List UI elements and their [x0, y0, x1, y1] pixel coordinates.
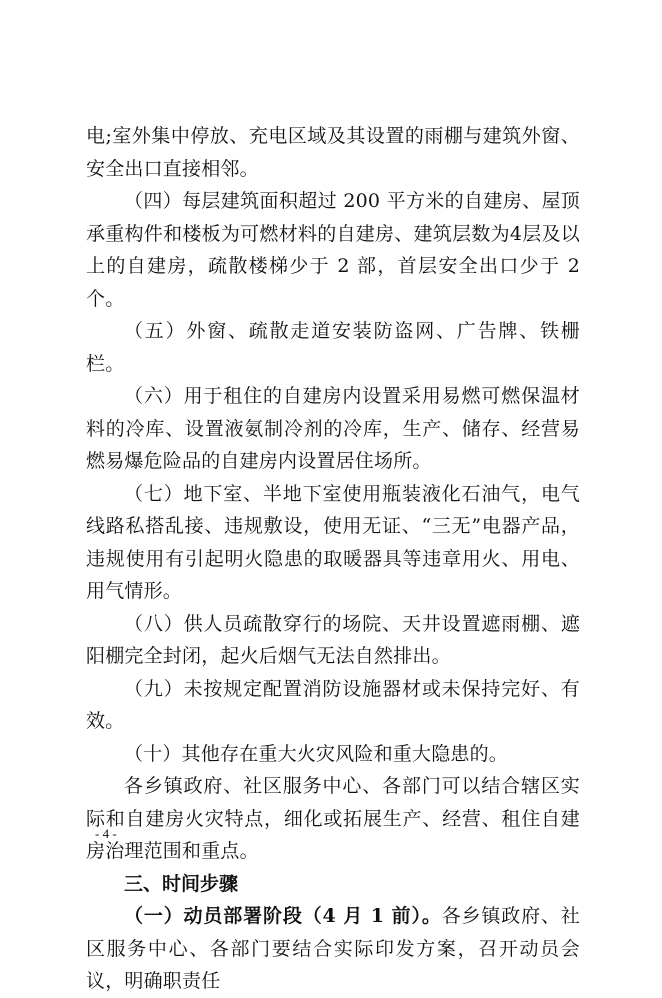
body-text [86, 120, 580, 998]
paragraph-item-9: （九）未按规定配置消防设施器材或未保持完好、有效。 [86, 677, 580, 732]
stage-lead: （一）动员部署阶段（4 月 1 前）。 [124, 905, 442, 927]
paragraph-item-5: （五）外窗、疏散走道安装防盗网、广告牌、铁栅栏。 [86, 320, 580, 375]
paragraph-item-6: （六）用于租住的自建房内设置采用易燃可燃保温材料的冷库、设置液氨制冷剂的冷库，生产、储存、经营易燃易爆危险品的自建房内设置居住场所。 [86, 385, 580, 472]
paragraph-item-8: （八）供人员疏散穿行的场院、天井设置遮雨棚、遮阳棚完全封闭，起火后烟气无法自然排出。 [86, 612, 580, 667]
paragraph-scope-note: 各乡镇政府、社区服务中心、各部门可以结合辖区实际和自建房火灾特点，细化或拓展生产、经营、租住自建房治理范围和重点。 [86, 775, 580, 862]
paragraph-stage-1 [86, 900, 580, 998]
paragraph-continuation: 电;室外集中停放、充电区域及其设置的雨棚与建筑外窗、安全出口直接相邻。 [86, 125, 580, 180]
section-heading: 三、时间步骤 [124, 872, 239, 895]
page-number: - 4 - [95, 826, 117, 841]
paragraph-item-7: （七）地下室、半地下室使用瓶装液化石油气，电气线路私搭乱接、违规敷设，使用无证、“三无”电器产品，违规使用有引起明火隐患的取暖器具等违章用火、用电、用气情形。 [86, 482, 580, 602]
paragraph-item-4: （四）每层建筑面积超过 200 平方米的自建房、屋顶承重构件和楼板为可燃材料的自建房、建筑层数为4层及以上的自建房，疏散楼梯少于 2 部，首层安全出口少于 2 个。 [86, 190, 580, 310]
paragraph-item-10: （十）其他存在重大火灾风险和重大隐患的。 [124, 742, 509, 765]
stage-text: 各乡镇政府、社区服务中心、各部门要结合实际印发方案，召开动员会议，明确职责任 [86, 905, 581, 992]
